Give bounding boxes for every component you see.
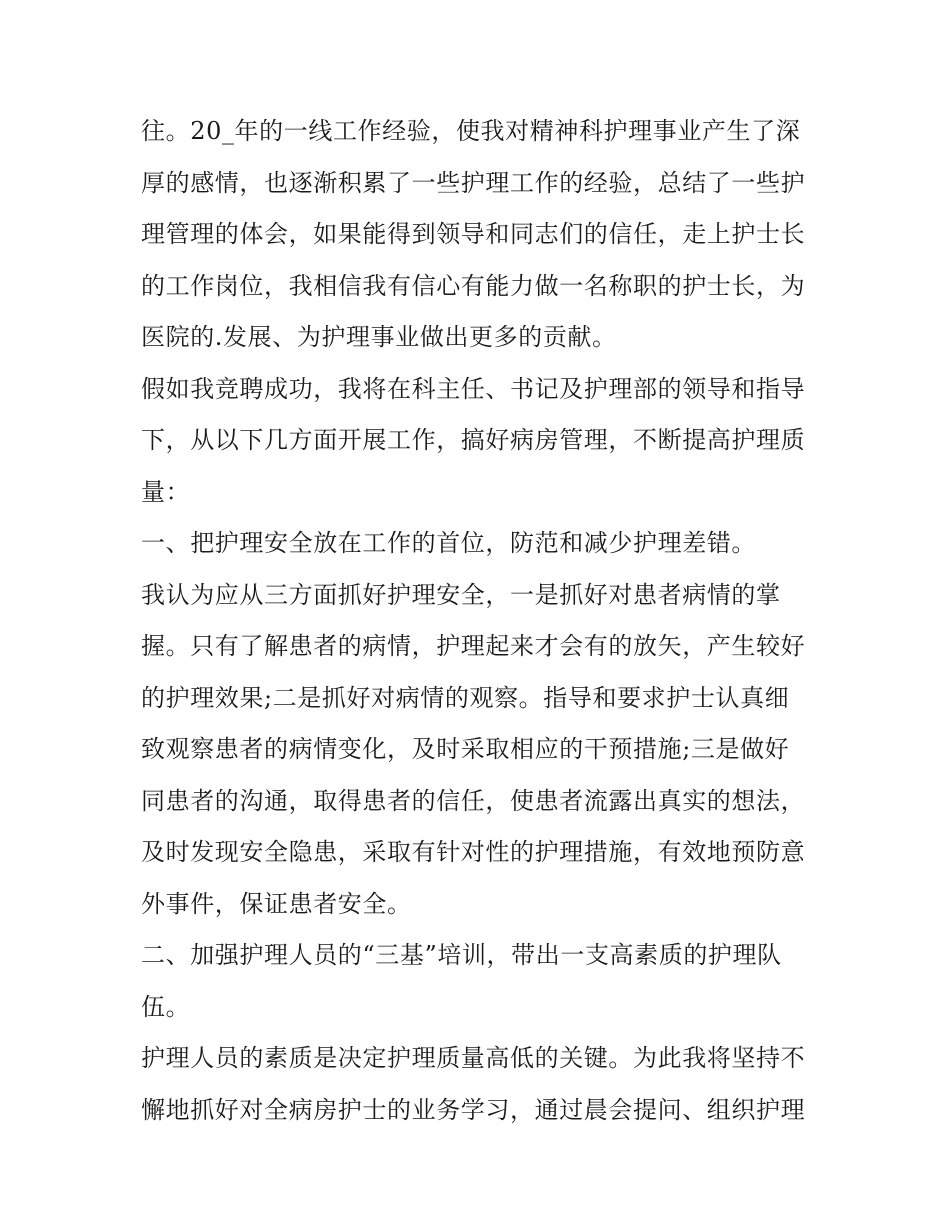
text-line: 下，从以下几方面开展工作，搞好病房管理，不断提高护理质	[141, 426, 806, 454]
section-heading: 二、加强护理人员的“三基”培训，带出一支高素质的护理队	[141, 941, 782, 969]
text-line: 医院的.发展、为护理事业做出更多的贡献。	[141, 323, 617, 351]
text-line: 的护理效果;二是抓好对病情的观察。指导和要求护士认真细	[141, 683, 790, 712]
text-line: 厚的感情，也逐渐积累了一些护理工作的经验，总结了一些护	[141, 168, 806, 197]
text-line: 理管理的体会，如果能得到领导和同志们的信任，走上护士长	[141, 220, 806, 248]
text-line: 往。20_年的一线工作经验，使我对精神科护理事业产生了深	[141, 117, 801, 145]
text-line: 懈地抓好对全病房护士的业务学习，通过晨会提问、组织护理	[141, 1095, 806, 1124]
section-heading: 伍。	[141, 992, 191, 1021]
text-line: 致观察患者的病情变化，及时采取相应的干预措施;三是做好	[141, 735, 790, 763]
document-body	[141, 106, 821, 1136]
text-line: 握。只有了解患者的病情，护理起来才会有的放矢，产生较好	[141, 632, 806, 660]
text-line: 外事件，保证患者安全。	[141, 889, 412, 918]
text-line: 假如我竞聘成功，我将在科主任、书记及护理部的领导和指导	[141, 374, 806, 403]
section-heading: 一、把护理安全放在工作的首位，防范和减少护理差错。	[141, 529, 756, 557]
text-line: 及时发现安全隐患，采取有针对性的护理措施，有效地预防意	[141, 838, 806, 866]
text-line: 我认为应从三方面抓好护理安全，一是抓好对患者病情的掌	[141, 580, 781, 609]
text-line: 同患者的沟通，取得患者的信任，使患者流露出真实的想法，	[141, 786, 806, 815]
text-line: 的工作岗位，我相信我有信心有能力做一名称职的护士长，为	[141, 271, 806, 300]
text-line: 护理人员的素质是决定护理质量高低的关键。为此我将坚持不	[141, 1044, 806, 1072]
text-line: 量：	[141, 477, 191, 506]
